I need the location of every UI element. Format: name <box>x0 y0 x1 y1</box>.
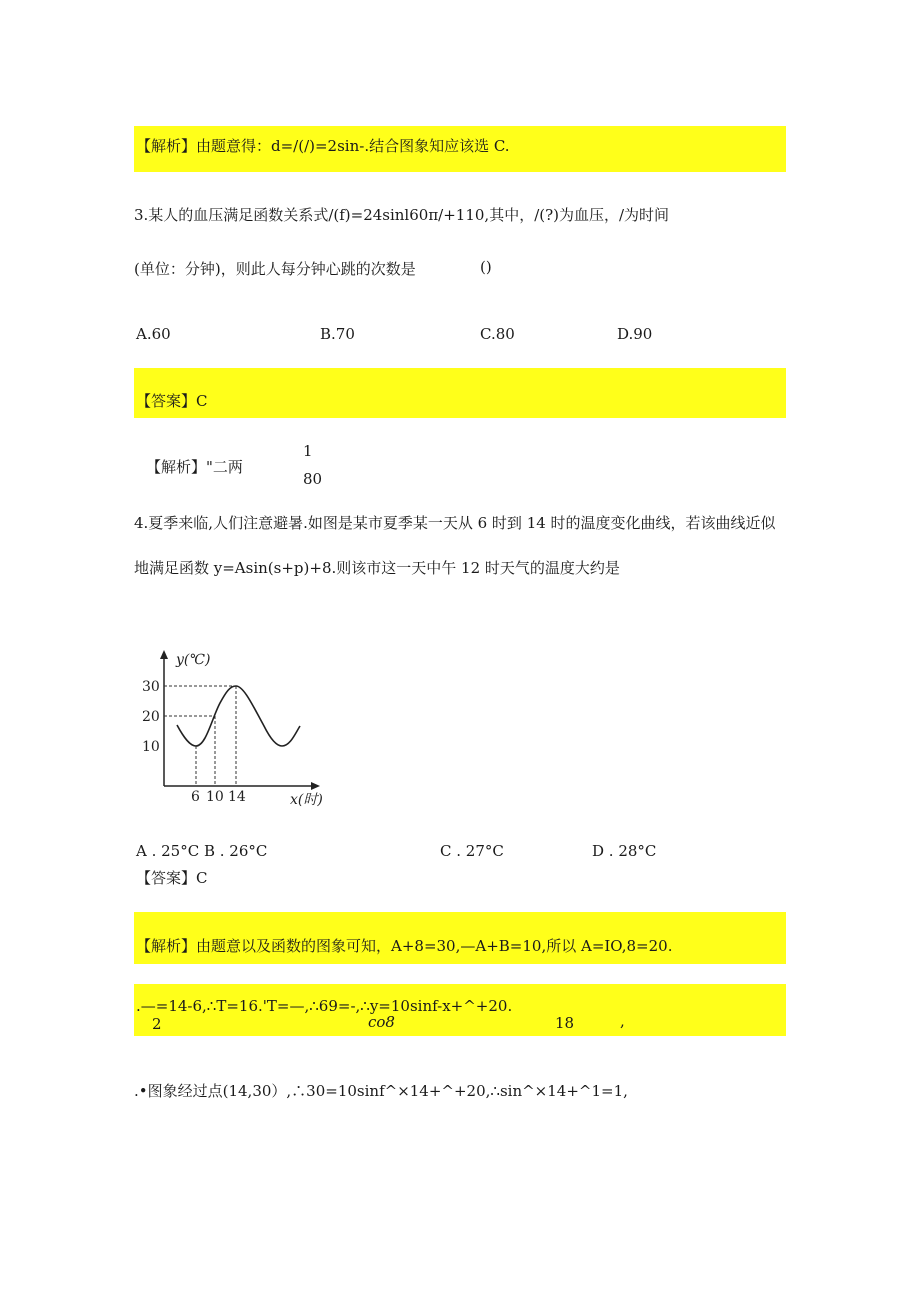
x-tick-14: 14 <box>228 789 246 805</box>
q3-option-b: B.70 <box>320 325 355 343</box>
temperature-graph <box>140 648 340 808</box>
q4-analysis-line2: .—=14-6,∴T=16.'T=—,∴69=-,∴y=10sinf-x+^+20. <box>136 997 513 1015</box>
q4-analysis: 【解析】由题意以及函数的图象可知，A+8=30,—A+B=10,所以 A=IO,8=20. <box>136 937 673 955</box>
q3-answer: 【答案】C <box>136 392 208 410</box>
y-tick-10: 10 <box>142 739 160 755</box>
q3-fraction-denominator: 80 <box>303 470 323 488</box>
y-axis-label: y(℃) <box>176 652 211 668</box>
q4-stem-line1: 4.夏季来临,人们注意避暑.如图是某市夏季某一天从 6 时到 14 时的温度变化曲线，若该曲线近似 <box>134 514 776 532</box>
q3-option-c: C.80 <box>480 325 515 343</box>
q4-options-ab: A . 25°C B . 26°C <box>136 842 268 860</box>
q4-answer: 【答案】C <box>136 869 208 887</box>
y-axis-arrow-icon <box>160 650 168 659</box>
q3-paren: () <box>480 258 492 276</box>
q4-analysis-line2-sub-2: 2 <box>152 1015 162 1033</box>
q4-analysis-line2-sub-co8: co8 <box>368 1013 395 1031</box>
q3-fraction-numerator: 1 <box>303 442 313 460</box>
analysis-text-1: 【解析】由题意得：d=/(/)=2sin-.结合图象知应该选 C. <box>136 137 510 155</box>
x-axis-label: x(时) <box>290 792 323 808</box>
q4-option-c: C . 27°C <box>440 842 504 860</box>
q4-analysis-line2-sub-18: 18 <box>555 1014 575 1032</box>
x-tick-6: 6 <box>191 789 200 805</box>
q4-stem-line2: 地满足函数 y=Asin(s+p)+8.则该市这一天中午 12 时天气的温度大约是 <box>134 559 620 577</box>
q3-analysis-label: 【解析】"二两 <box>146 458 243 476</box>
q3-option-d: D.90 <box>617 325 653 343</box>
q4-analysis-line2-sub-comma: , <box>620 1012 625 1030</box>
q3-stem-line2: (单位：分钟)，则此人每分钟心跳的次数是 <box>134 260 416 278</box>
q4-option-d: D . 28°C <box>592 842 657 860</box>
q3-option-a: A.60 <box>136 325 171 343</box>
q3-stem-line1: 3.某人的血压满足函数关系式/(f)=24sinl60π/+110,其中，/(?)为血压，/为时间 <box>134 206 670 224</box>
y-tick-20: 20 <box>142 709 160 725</box>
answer-highlight-3 <box>134 368 786 418</box>
y-tick-30: 30 <box>142 679 160 695</box>
x-tick-10: 10 <box>206 789 224 805</box>
q4-analysis-line3: .•图象经过点(14,30）,∴30=10sinf^×14+^+20,∴sin^×14+^1=1, <box>134 1082 628 1100</box>
x-axis-arrow-icon <box>311 782 320 790</box>
